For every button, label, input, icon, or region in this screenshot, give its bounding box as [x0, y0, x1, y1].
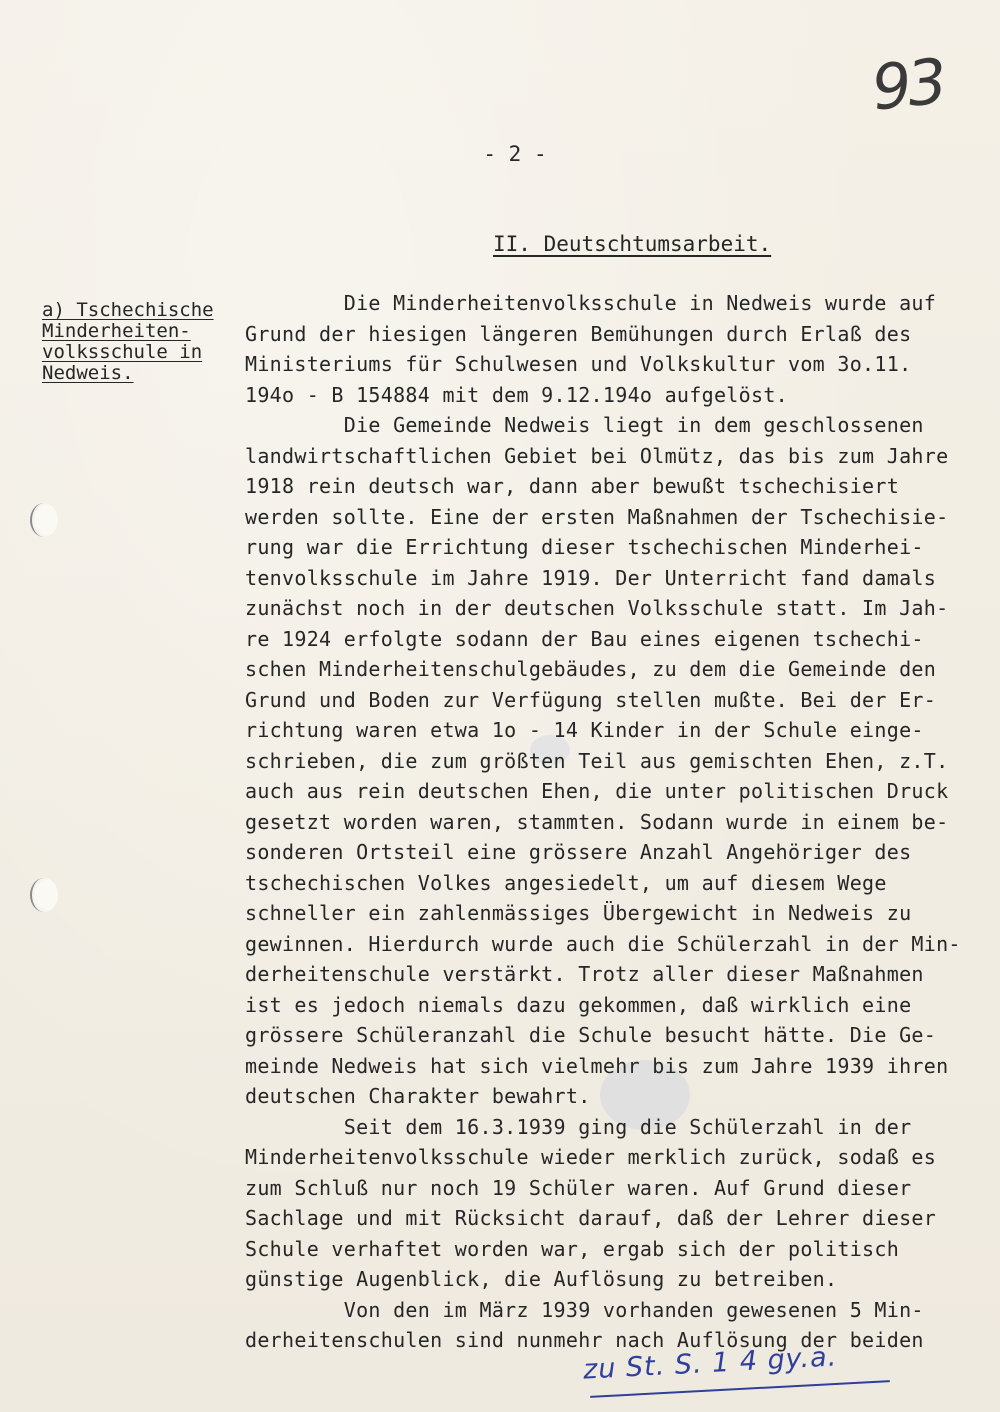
body-line: ist es jedoch niemals dazu gekommen, daß wirklich eine: [245, 992, 912, 1017]
body-line: tenvolksschule im Jahre 1919. Der Unterricht fand damals: [245, 565, 937, 590]
body-line: Die Minderheitenvolksschule in Nedweis wurde auf: [245, 291, 937, 315]
body-line: landwirtschaftlichen Gebiet bei Olmütz, das bis zum Jahre: [245, 443, 949, 468]
body-line: Ministeriums für Schulwesen und Volkskultur vom 3o.11.: [245, 352, 912, 376]
body-line: Sachlage und mit Rücksicht darauf, daß der Lehrer dieser: [245, 1206, 937, 1230]
body-line: 194o - B 154884 mit dem 9.12.194o aufgelöst.: [245, 382, 789, 407]
body-line: auch aus rein deutschen Ehen, die unter politischen Druck: [245, 779, 949, 803]
body-line: schneller ein zahlenmässiges Übergewicht in Nedweis zu: [245, 901, 912, 925]
margin-note-line: volksschule in: [42, 341, 203, 363]
margin-note-line: a) Tschechische: [42, 299, 214, 321]
body-text: [245, 288, 985, 1356]
body-line: schen Minderheitenschulgebäudes, zu dem die Gemeinde den: [245, 657, 937, 681]
handwritten-folio-number: 93: [868, 44, 947, 125]
page-number: - 2 -: [483, 142, 547, 166]
body-line: derheitenschulen sind nunmehr nach Auflösung der beiden: [245, 1328, 924, 1352]
margin-note-line: Minderheiten-: [42, 320, 191, 342]
body-line: 1918 rein deutsch war, dann aber bewußt tschechisiert: [245, 474, 900, 498]
punch-hole-bottom: [30, 878, 58, 912]
body-line: zunächst noch in der deutschen Volksschule statt. Im Jah-: [245, 596, 949, 620]
body-line: gesetzt worden waren, stammten. Sodann wurde in einem be-: [245, 809, 949, 834]
section-heading: II. Deutschtumsarbeit.: [493, 232, 772, 256]
body-line: sonderen Ortsteil eine grössere Anzahl Angehöriger des: [245, 840, 912, 864]
body-line: Grund der hiesigen längeren Bemühungen durch Erlaß des: [245, 321, 912, 346]
body-line: gewinnen. Hierdurch wurde auch die Schülerzahl in der Min-: [245, 931, 961, 956]
margin-note: [42, 300, 242, 384]
body-line: grössere Schüleranzahl die Schule besucht hätte. Die Ge-: [245, 1023, 937, 1047]
punch-hole-top: [30, 503, 58, 537]
body-line: Seit dem 16.3.1939 ging die Schülerzahl in der: [245, 1114, 912, 1139]
body-line: richtung waren etwa 1o - 14 Kinder in der Schule einge-: [245, 718, 924, 742]
body-line: Von den im März 1939 vorhanden gewesenen 5 Min-: [245, 1297, 924, 1322]
body-line: Die Gemeinde Nedweis liegt in dem geschlossenen: [245, 413, 924, 437]
margin-note-line: Nedweis.: [42, 362, 134, 384]
blue-stamp: zu St. S. 1 4 gy.a.: [582, 1341, 838, 1386]
body-line: derheitenschule verstärkt. Trotz aller dieser Maßnahmen: [245, 962, 924, 986]
body-line: Schule verhaftet worden war, ergab sich der politisch: [245, 1236, 900, 1261]
body-line: Grund und Boden zur Verfügung stellen mußte. Bei der Er-: [245, 687, 937, 712]
body-line: re 1924 erfolgte sodann der Bau eines eigenen tschechi-: [245, 626, 924, 651]
body-line: zum Schluß nur noch 19 Schüler waren. Auf Grund dieser: [245, 1175, 912, 1200]
body-line: günstige Augenblick, die Auflösung zu betreiben.: [245, 1267, 838, 1291]
body-line: deutschen Charakter bewahrt.: [245, 1084, 591, 1108]
body-line: rung war die Errichtung dieser tschechischen Minderhei-: [245, 535, 924, 559]
body-line: schrieben, die zum größten Teil aus gemischten Ehen, z.T.: [245, 748, 949, 773]
body-line: Minderheitenvolksschule wieder merklich zurück, sodaß es: [245, 1145, 937, 1169]
body-line: tschechischen Volkes angesiedelt, um auf diesem Wege: [245, 870, 887, 895]
body-line: werden sollte. Eine der ersten Maßnahmen der Tschechisie-: [245, 504, 949, 529]
body-line: meinde Nedweis hat sich vielmehr bis zum Jahre 1939 ihren: [245, 1053, 949, 1078]
